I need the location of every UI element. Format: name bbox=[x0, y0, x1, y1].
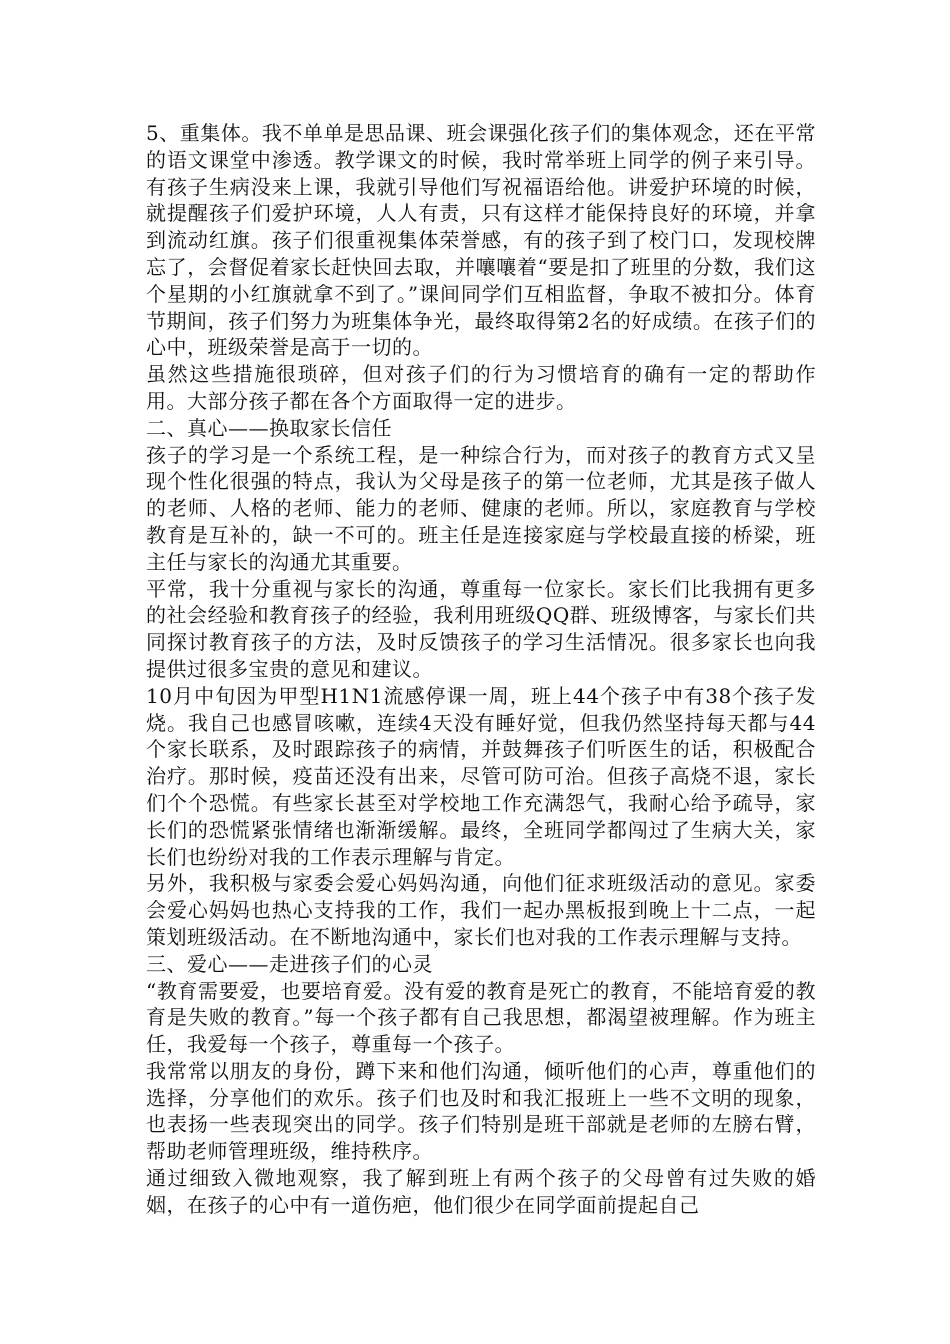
paragraph-parent-communication: 平常，我十分重视与家长的沟通，尊重每一位家长。家长们比我拥有更多的社会经验和教育孩子的经验，我利用班级QQ群、班级博客，与家长们共同探讨教育孩子的方法，及时反馈孩子的学习生活情况。很多家长也向我提供过很多宝贵的意见和建议。 bbox=[146, 576, 816, 681]
paragraph-observation: 通过细致入微地观察，我了解到班上有两个孩子的父母曾有过失败的婚姻，在孩子的心中有一道伤疤，他们很少在同学面前提起自己 bbox=[146, 1166, 816, 1217]
paragraph-summary: 虽然这些措施很琐碎，但对孩子们的行为习惯培育的确有一定的帮助作用。大部分孩子都在各个方面取得一定的进步。 bbox=[146, 362, 816, 413]
paragraph-family-education: 孩子的学习是一个系统工程，是一种综合行为，而对孩子的教育方式又呈现个性化很强的特点，我认为父母是孩子的第一位老师，尤其是孩子做人的老师、人格的老师、能力的老师、健康的老师。所以，家庭教育与学校教育是互补的，缺一不可的。班主任是连接家庭与学校最直接的桥梁，班主任与家长的沟通尤其重要。 bbox=[146, 442, 816, 574]
section-heading-sincerity: 二、真心——换取家长信任 bbox=[146, 415, 392, 440]
paragraph-friendship: 我常常以朋友的身份，蹲下来和他们沟通，倾听他们的心声，尊重他们的选择，分享他们的欢乐。孩子们也及时和我汇报班上一些不文明的现象，也表扬一些表现突出的同学。孩子们特别是班干部就是老师的左膀右臂，帮助老师管理班级，维持秩序。 bbox=[146, 1058, 816, 1164]
paragraph-flu-outbreak: 10月中旬因为甲型H1N1流感停课一周，班上44个孩子中有38个孩子发烧。我自己也感冒咳嗽，连续4天没有睡好觉，但我仍然坚持每天都与44个家长联系，及时跟踪孩子的病情，并鼓舞孩子们听医生的话，积极配合治疗。那时候，疫苗还没有出来，尽管可防可治。但孩子高烧不退，家长们个个恐慌。有些家长甚至对学校地工作充满怨气，我耐心给予疏导，家长们的恐慌紧张情绪也渐渐缓解。最终，全班同学都闯过了生病大关，家长们也纷纷对我的工作表示理解与肯定。 bbox=[146, 683, 816, 869]
paragraph-education-love: “教育需要爱，也要培育爱。没有爱的教育是死亡的教育，不能培育爱的教育是失败的教育。”每一个孩子都有自己我思想，都渴望被理解。作为班主任，我爱每一个孩子，尊重每一个孩子。 bbox=[146, 978, 816, 1057]
paragraph-collective: 5、重集体。我不单单是思品课、班会课强化孩子们的集体观念，还在平常的语文课堂中渗透。教学课文的时候，我时常举班上同学的例子来引导。有孩子生病没来上课，我就引导他们写祝福语给他。讲爱护环境的时候，就提醒孩子们爱护环境，人人有责，只有这样才能保持良好的环境，并拿到流动红旗。孩子们很重视集体荣誉感，有的孩子到了校门口，发现校牌忘了，会督促着家长赶快回去取，并嚷嚷着“要是扣了班里的分数，我们这个星期的小红旗就拿不到了。”课间同学们互相监督，争取不被扣分。体育节期间，孩子们努力为班集体争光，最终取得第2名的好成绩。在孩子们的心中，班级荣誉是高于一切的。 bbox=[146, 121, 816, 360]
section-heading-love: 三、爱心——走进孩子们的心灵 bbox=[146, 951, 433, 976]
paragraph-parent-committee: 另外，我积极与家委会爱心妈妈沟通，向他们征求班级活动的意见。家委会爱心妈妈也热心支持我的工作，我们一起办黑板报到晚上十二点，一起策划班级活动。在不断地沟通中，家长们也对我的工作表示理解与支持。 bbox=[146, 871, 816, 949]
document-body bbox=[146, 120, 816, 1219]
